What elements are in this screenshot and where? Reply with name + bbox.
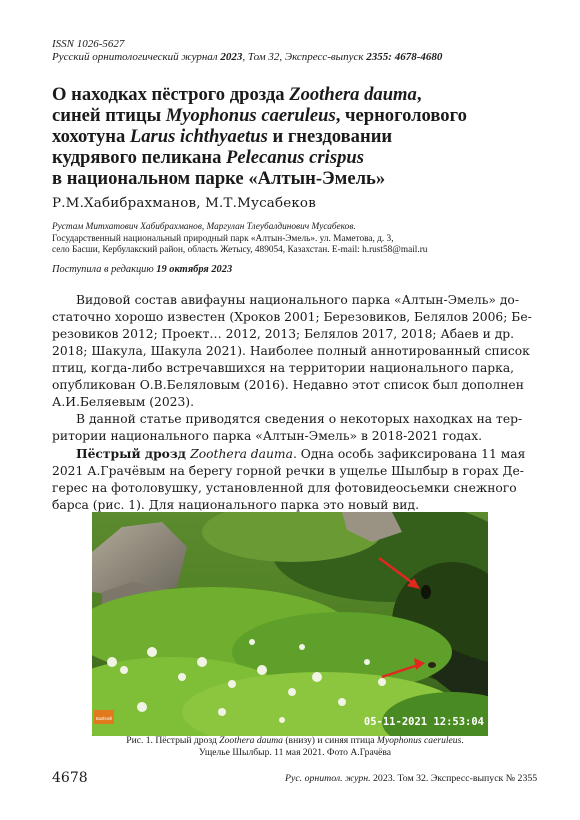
affiliation-line: Государственный национальный природный парк «Алтын-Эмель». ул. Маметова, д. 3, bbox=[52, 233, 394, 244]
paragraph-line: В данной статье приводятся сведения о некоторых находках на тер- bbox=[76, 412, 523, 426]
paragraph-line: 2018; Шакула, Шакула 2021). Наиболее полный аннотированный список bbox=[52, 344, 530, 358]
authors: Р.М.Хабибрахманов, М.Т.Мусабеков bbox=[52, 196, 316, 211]
paragraph-line: резовиков 2012; Проект… 2012, 2013; Белялов 2017, 2018; Абаев и др. bbox=[52, 327, 515, 341]
journal-name: Русский орнитологический журнал bbox=[52, 51, 221, 63]
title-text: синей птицы bbox=[52, 105, 166, 126]
affiliation bbox=[52, 222, 532, 257]
title-species: Pelecanus crispus bbox=[226, 147, 364, 168]
title-line-4 bbox=[52, 147, 532, 168]
title-text: , черноголового bbox=[335, 105, 467, 126]
photo-timestamp: 05-11-2021 12:53:04 bbox=[363, 716, 484, 728]
received-label: Поступила в редакцию bbox=[52, 264, 157, 275]
received-date bbox=[52, 264, 232, 276]
paragraph-line: ритории национального парка «Алтын-Эмель» в 2018-2021 годах. bbox=[52, 429, 483, 443]
title-text: , bbox=[416, 84, 422, 105]
caption-line-2: Ущелье Шылбыр. 11 мая 2021. Фото А.Грачёва bbox=[198, 747, 392, 758]
bushnell-logo-text: Bushnell bbox=[95, 716, 113, 721]
title-text: кудрявого пеликана bbox=[52, 147, 227, 168]
affiliation-line: село Басши, Кербулакский район, область Жетысу, 489054, Казахстан. E-mail: h.rust58@mail.ru bbox=[52, 245, 428, 255]
species-heading: Пёстрый дрозд bbox=[76, 446, 191, 461]
journal-issue: 2355 bbox=[366, 51, 389, 63]
paragraph-line: герес на фотоловушку, установленной для фотовидеосьемки снежного bbox=[52, 481, 517, 495]
camera-trap-photo bbox=[92, 512, 488, 736]
footer-journal bbox=[285, 773, 537, 784]
issn: ISSN 1026-5627 bbox=[52, 38, 125, 50]
paragraph-line: А.И.Беляевым (2023). bbox=[52, 395, 194, 409]
footer-journal-rest: 2023. Том 32. Экспресс-выпуск № 2355 bbox=[370, 773, 538, 784]
journal-year: 2023 bbox=[220, 51, 243, 63]
page-number: 4678 bbox=[52, 770, 88, 786]
species-name: Zoothera dauma bbox=[190, 447, 293, 461]
paragraph-line: барса (рис. 1). Для национального парка это новый вид. bbox=[52, 498, 419, 512]
bird-myophonus bbox=[421, 585, 431, 599]
title-text: хохотуна bbox=[52, 126, 130, 147]
bird-zoothera bbox=[428, 662, 436, 668]
caption-species: Myophonus caeruleus bbox=[376, 735, 462, 746]
title-line-5: в национальном парке «Алтын-Эмель» bbox=[52, 168, 386, 189]
title-line-1 bbox=[52, 84, 532, 105]
title-line-3 bbox=[52, 126, 532, 147]
received-value: 19 октября 2023 bbox=[156, 264, 233, 275]
figure-caption bbox=[60, 735, 530, 759]
figure-photo bbox=[92, 512, 488, 736]
caption-species: Zoothera dauma bbox=[219, 735, 283, 746]
caption-line-1 bbox=[60, 735, 530, 747]
paragraph-line bbox=[52, 445, 528, 463]
title-species: Larus ichthyaetus bbox=[129, 126, 268, 147]
title-species: Myophonus caeruleus bbox=[165, 105, 336, 126]
paragraph-line: опубликован О.В.Беляловым (2016). Недавно этот список был дополнен bbox=[52, 378, 524, 392]
paragraph-text: . Одна особь зафиксирована 11 мая bbox=[292, 447, 526, 461]
caption-text: (внизу) и синяя птица bbox=[282, 735, 377, 746]
title-text: и гнездовании bbox=[267, 126, 393, 147]
footer-journal-abbr: Рус. орнитол. журн. bbox=[285, 773, 371, 784]
title-species: Zoothera dauma bbox=[289, 84, 417, 105]
title-text: О находках пёстрого дрозда bbox=[52, 84, 290, 105]
paragraph-line: статочно хорошо известен (Хроков 2001; Березовиков, Белялов 2006; Бе- bbox=[52, 310, 532, 324]
paragraph-line: Видовой состав авифауны национального парка «Алтын-Эмель» до- bbox=[76, 293, 519, 307]
article-title bbox=[52, 84, 532, 189]
journal-header bbox=[52, 38, 442, 64]
journal-citation bbox=[52, 51, 442, 64]
title-line-2 bbox=[52, 105, 532, 126]
journal-pages: : 4678-4680 bbox=[388, 51, 443, 63]
article-body bbox=[52, 292, 532, 514]
author-full-names: Рустам Митхатович Хабибрахманов, Маргулан Тлеубалдинович Мусабеков. bbox=[52, 222, 356, 232]
caption-text: Рис. 1. Пёстрый дрозд bbox=[126, 735, 220, 746]
caption-text: . bbox=[461, 735, 464, 746]
paragraph-line: птиц, когда-либо встречавшихся на территории национального парка, bbox=[52, 361, 515, 375]
journal-volume: , Том 32, Экспресс-выпуск bbox=[242, 51, 367, 63]
paragraph-line: 2021 А.Грачёвым на берегу горной речки в ущелье Шылбыр в горах Де- bbox=[52, 464, 524, 478]
